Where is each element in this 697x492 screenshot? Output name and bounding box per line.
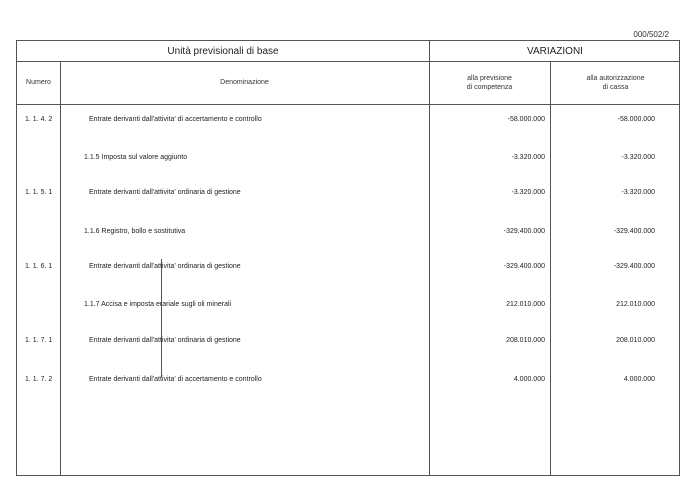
header-divider-bottom [17,104,679,105]
unita-header: Unità previsionali di base [167,45,279,57]
row-cassa: -3.320.000 [621,189,655,196]
row-denominazione: 1.1.5 Imposta sul valore aggiunto [84,154,188,161]
table-row [17,114,679,128]
cassa-header: alla autorizzazione di cassa [586,74,645,91]
row-denominazione: Entrate derivanti dall'attivita' di accertamento e controllo [89,116,262,123]
row-cassa: -329.400.000 [613,263,655,270]
row-cassa: 208.010.000 [616,337,655,344]
numero-header: Numero [26,79,51,86]
table-row [17,335,679,349]
denominazione-header: Denominazione [220,79,269,86]
row-numero: 1. 1. 7. 1 [25,337,53,344]
row-numero: 1. 1. 7. 2 [25,376,53,383]
table-row [17,226,679,240]
row-competenza: -3.320.000 [511,154,545,161]
row-competenza: 208.010.000 [506,337,545,344]
table-row [17,299,679,313]
stray-vertical-mark [161,259,162,377]
row-denominazione: 1.1.7 Accisa e imposta erariale sugli oli minerali [84,301,232,308]
row-competenza: 4.000.000 [513,376,545,383]
row-numero: 1. 1. 4. 2 [25,116,53,123]
page-code: 000/502/2 [633,30,669,39]
row-competenza: -329.400.000 [503,263,545,270]
row-numero: 1. 1. 5. 1 [25,189,53,196]
table-row [17,152,679,166]
table-row [17,187,679,201]
row-denominazione: Entrate derivanti dall'attivita' ordinaria di gestione [89,189,241,196]
row-cassa: -3.320.000 [621,154,655,161]
row-competenza: -3.320.000 [511,189,545,196]
budget-variation-table [16,40,680,476]
competenza-header: alla previsione di competenza [466,74,513,91]
table-row [17,374,679,388]
row-competenza: -329.400.000 [503,228,545,235]
row-cassa: 4.000.000 [623,376,655,383]
row-numero: 1. 1. 6. 1 [25,263,53,270]
variazioni-header: VARIAZIONI [527,45,583,57]
row-cassa: -58.000.000 [617,116,655,123]
row-denominazione: Entrate derivanti dall'attivita' ordinaria di gestione [89,263,241,270]
row-denominazione: Entrate derivanti dall'attivita' ordinaria di gestione [89,337,241,344]
table-row [17,261,679,275]
row-cassa: 212.010.000 [616,301,655,308]
row-denominazione: 1.1.6 Registro, bollo e sostitutiva [84,228,186,235]
row-competenza: -58.000.000 [507,116,545,123]
row-cassa: -329.400.000 [613,228,655,235]
variazioni-column-divider [429,41,430,475]
row-competenza: 212.010.000 [506,301,545,308]
row-denominazione: Entrate derivanti dall'attivita' di accertamento e controllo [89,376,262,383]
